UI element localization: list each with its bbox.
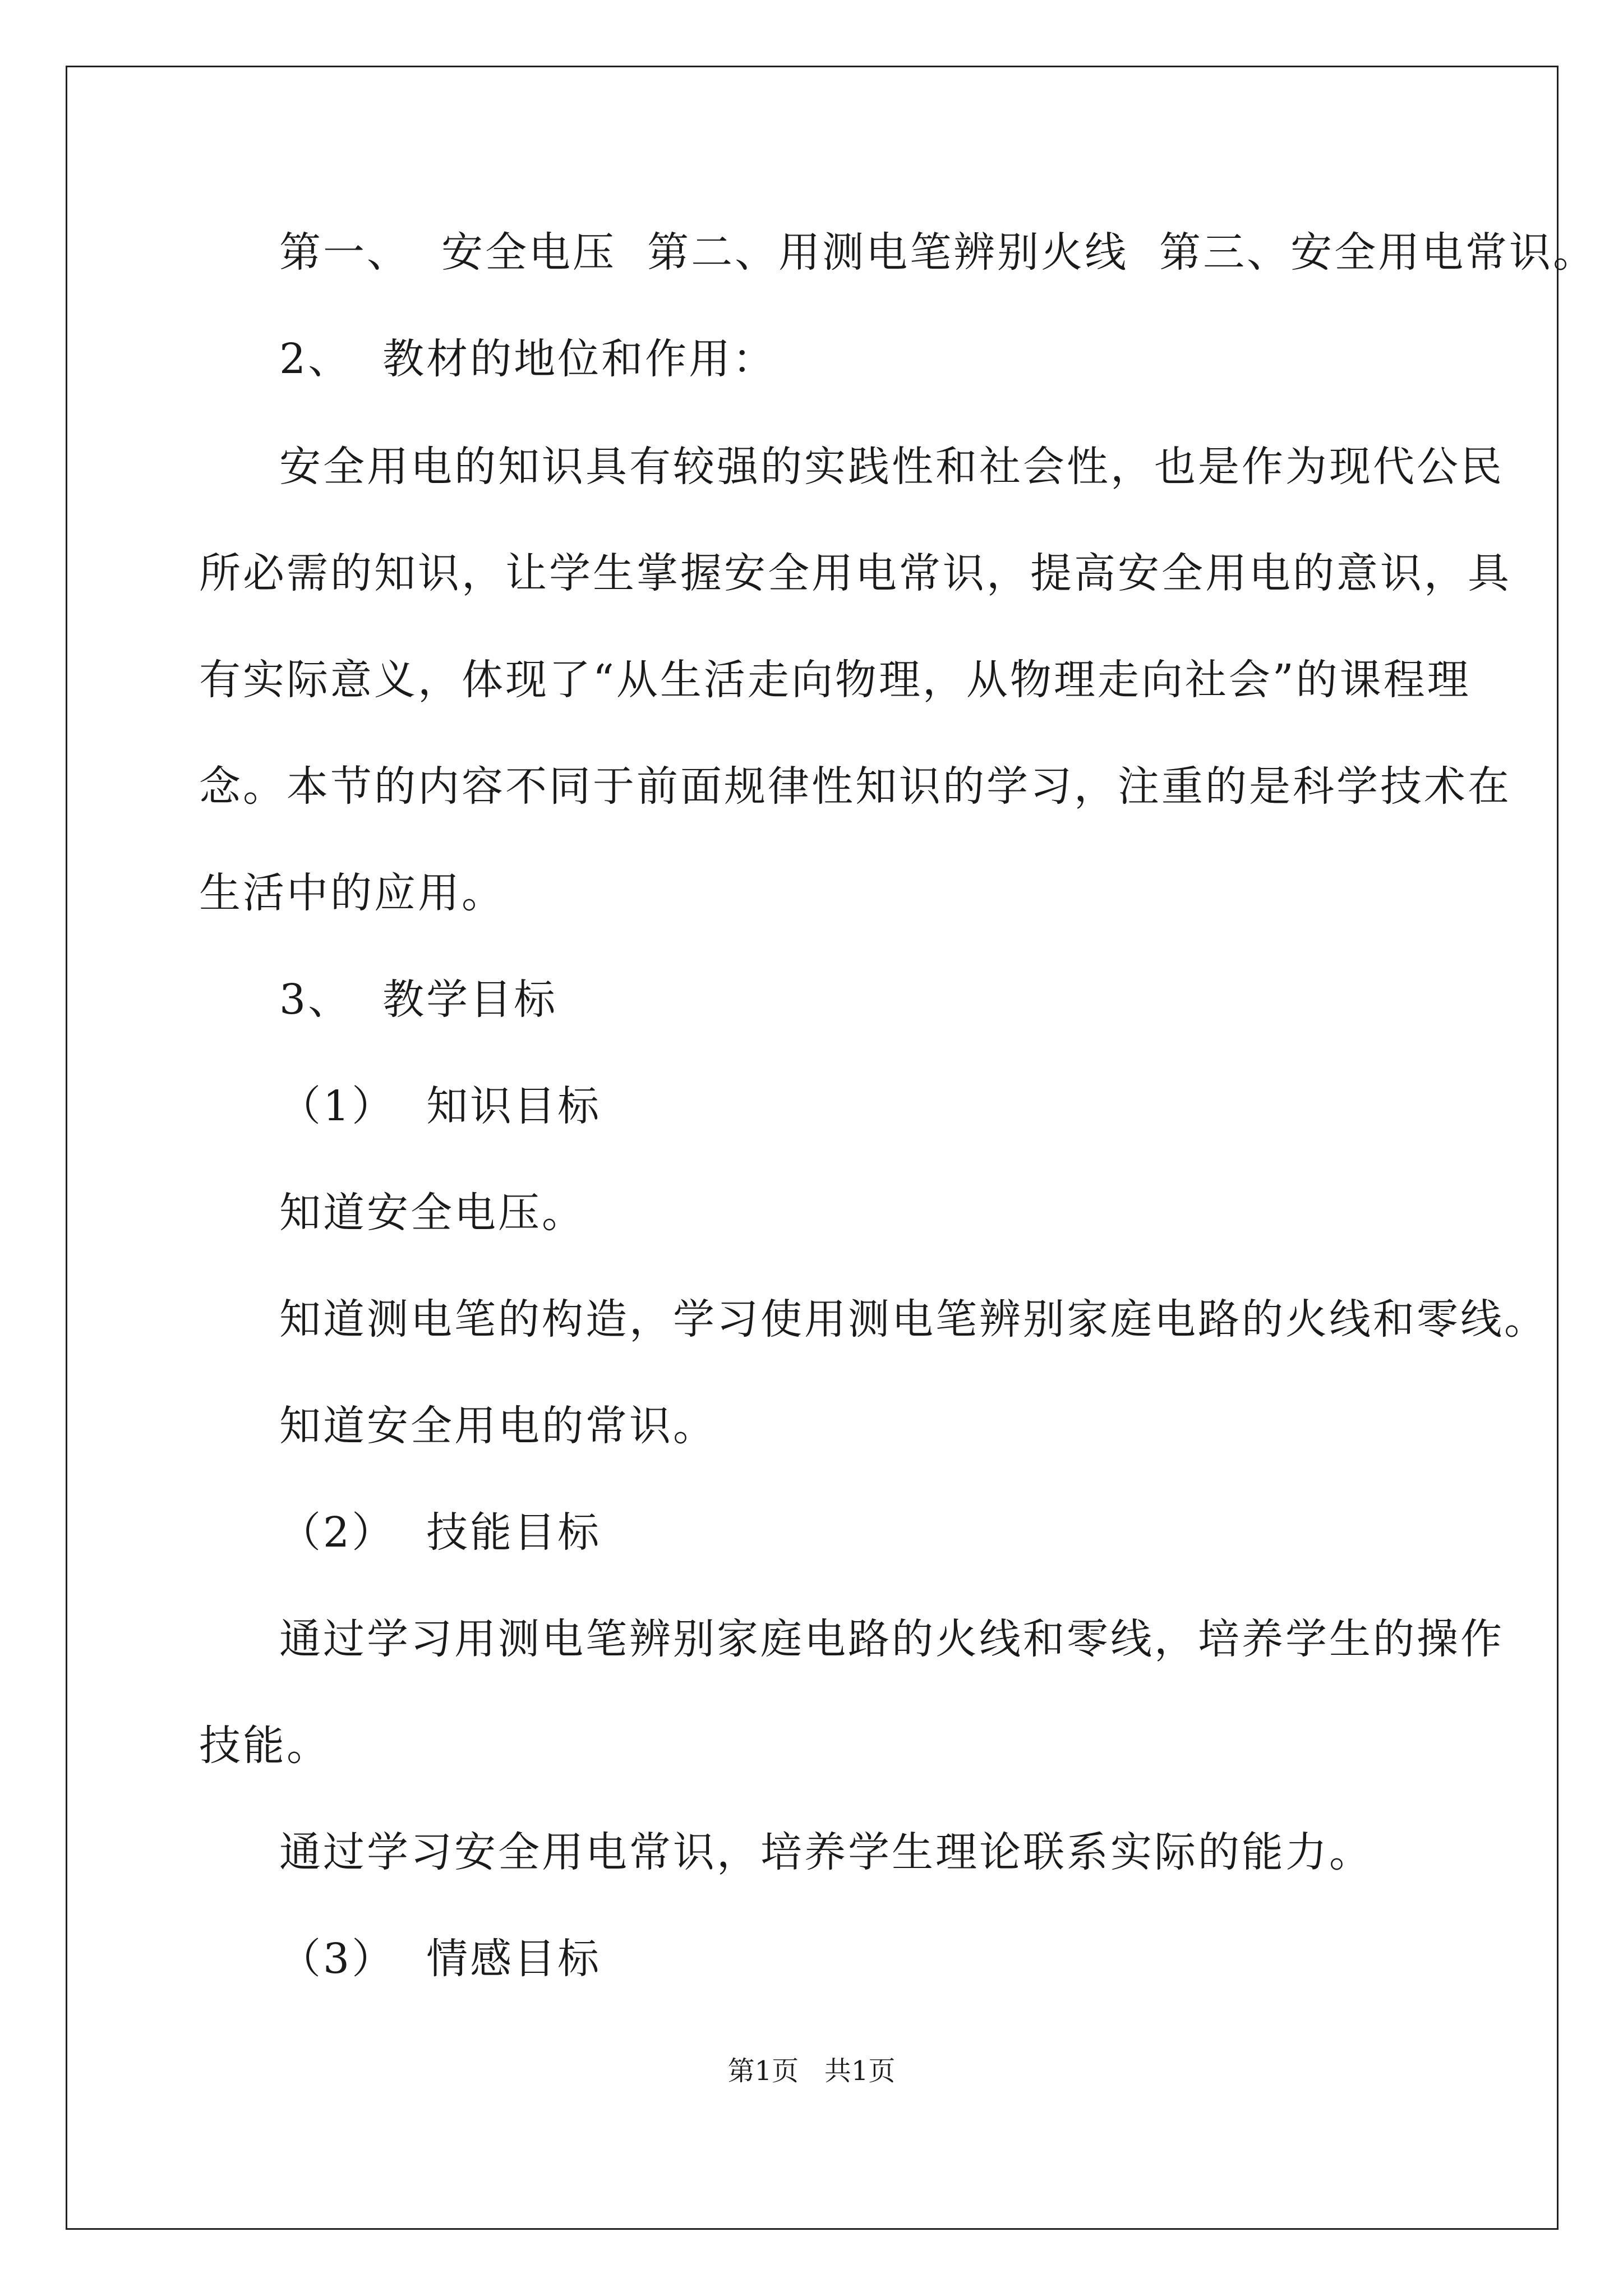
- text-line-item: 通过学习用测电笔辨别家庭电路的火线和零线，培养学生的操作: [279, 1615, 1504, 1663]
- text-line-heading-2: 2、 教材的地位和作用：: [279, 335, 777, 383]
- text-line-subheading: （2） 技能目标: [279, 1508, 602, 1557]
- text-line-item: 通过学习安全用电常识，培养学生理论联系实际的能力。: [279, 1828, 1373, 1876]
- text-line-heading-3: 3、 教学目标: [279, 976, 558, 1024]
- text-line-paragraph: 有实际意义，体现了“从生活走向物理，从物理走向社会”的课程理: [199, 656, 1471, 704]
- text-line-paragraph: 所必需的知识，让学生掌握安全用电常识，提高安全用电的意识，具: [199, 549, 1511, 597]
- page-number-footer: 第1页 共1页: [727, 2055, 896, 2087]
- text-line-paragraph: 安全用电的知识具有较强的实践性和社会性，也是作为现代公民: [279, 443, 1504, 491]
- text-line-item: 知道测电笔的构造，学习使用测电笔辨别家庭电路的火线和零线。: [279, 1295, 1548, 1343]
- text-line-sections: 第一、 安全电压 第二、用测电笔辨别火线 第三、安全用电常识。: [279, 228, 1597, 277]
- text-line-subheading: （3） 情感目标: [279, 1935, 602, 1983]
- page-border: [66, 66, 1559, 2230]
- text-line-item: 知道安全用电的常识。: [279, 1402, 717, 1450]
- text-line-item: 技能。: [199, 1722, 330, 1770]
- text-line-paragraph: 念。本节的内容不同于前面规律性知识的学习，注重的是科学技术在: [199, 762, 1511, 811]
- text-line-paragraph: 生活中的应用。: [199, 869, 505, 917]
- text-line-subheading: （1） 知识目标: [279, 1082, 602, 1130]
- text-line-item: 知道安全电压。: [279, 1189, 585, 1237]
